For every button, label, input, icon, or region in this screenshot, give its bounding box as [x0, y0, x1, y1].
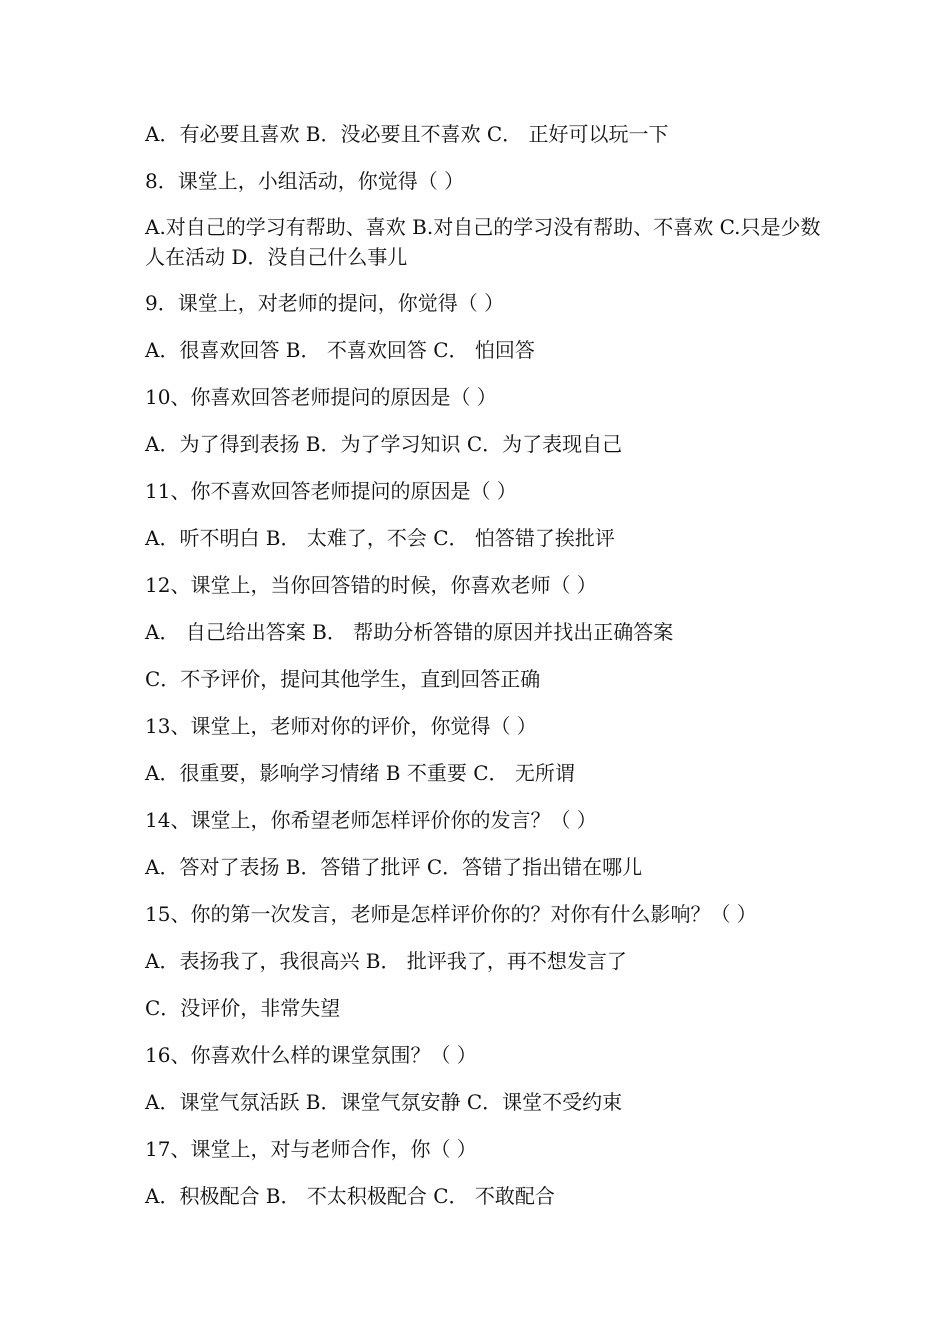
option-line-q14: A．答对了表扬 B．答错了批评 C．答错了指出错在哪儿 — [145, 855, 643, 879]
questionnaire-text — [145, 118, 825, 1227]
question-10: 10、你喜欢回答老师提问的原因是（ ） — [145, 385, 497, 409]
question-9: 9．课堂上，对老师的提问，你觉得（ ） — [145, 291, 505, 315]
question-13: 13、课堂上，老师对你的评价，你觉得（ ） — [145, 714, 537, 738]
question-12: 12、课堂上，当你回答错的时候，你喜欢老师（ ） — [145, 573, 597, 597]
option-line-q15-a: A．表扬我了，我很高兴 B． 批评我了，再不想发言了 — [145, 949, 627, 973]
question-14: 14、课堂上，你希望老师怎样评价你的发言？（ ） — [145, 808, 597, 832]
question-15: 15、你的第一次发言，老师是怎样评价你的？对你有什么影响？（ ） — [145, 902, 757, 926]
option-line-q9: A．很喜欢回答 B． 不喜欢回答 C． 怕回答 — [145, 338, 535, 362]
question-17: 17、课堂上，对与老师合作，你（ ） — [145, 1137, 477, 1161]
option-line-q16: A．课堂气氛活跃 B．课堂气氛安静 C．课堂不受约束 — [145, 1090, 623, 1114]
question-11: 11、你不喜欢回答老师提问的原因是（ ） — [145, 479, 517, 503]
option-line-q15-b: C．没评价，非常失望 — [145, 996, 341, 1020]
option-line-q12-b: C．不予评价，提问其他学生，直到回答正确 — [145, 667, 541, 691]
option-line-q13: A．很重要，影响学习情绪 B 不重要 C． 无所谓 — [145, 761, 575, 785]
option-line-q12-a: A． 自己给出答案 B． 帮助分析答错的原因并找出正确答案 — [145, 620, 674, 644]
question-8: 8．课堂上，小组活动，你觉得（ ） — [145, 169, 465, 193]
option-line-q10: A．为了得到表扬 B．为了学习知识 C．为了表现自己 — [145, 432, 623, 456]
question-16: 16、你喜欢什么样的课堂氛围？（ ） — [145, 1043, 477, 1067]
option-line-q11: A．听不明白 B． 太难了，不会 C． 怕答错了挨批评 — [145, 526, 615, 550]
option-line-q7: A．有必要且喜欢 B．没必要且不喜欢 C． 正好可以玩一下 — [145, 122, 669, 146]
option-line-q8: A.对自己的学习有帮助、喜欢 B.对自己的学习没有帮助、不喜欢 C.只是少数人在活动 D．没自己什么事儿 — [145, 215, 821, 269]
option-line-q17: A．积极配合 B． 不太积极配合 C． 不敢配合 — [145, 1184, 555, 1208]
